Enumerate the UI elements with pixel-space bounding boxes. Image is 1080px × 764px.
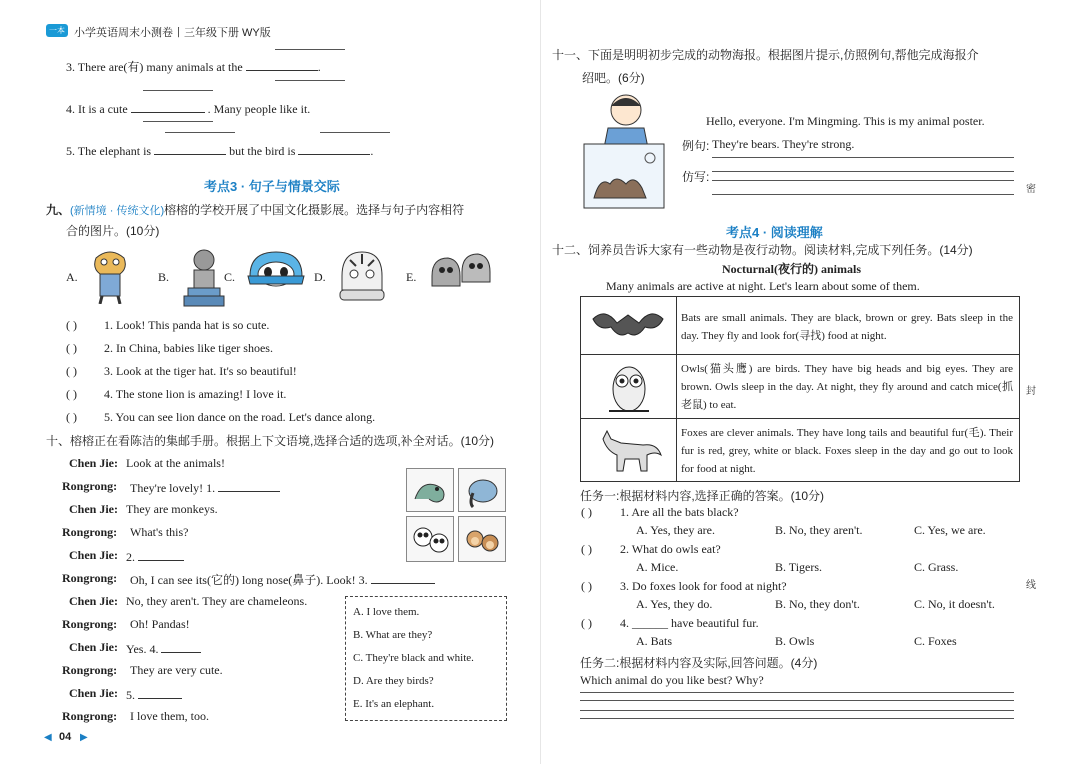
header-title: 小学英语周末小测卷丨三年级下册 WY版 [74,27,271,39]
q9-item-text: 2. In China, babies like tiger shoes. [104,341,273,355]
table-row: Foxes are clever animals. They have long tails and beautiful fur(毛). Their fur is red, grey, white or black. Foxes sleep in the day and go out to look for food at night. [581,418,1019,482]
q12-option-c: C. Grass. [914,560,959,574]
answer-bracket[interactable]: ( ) [581,505,592,519]
side-mark-mi: 密 [1026,184,1036,195]
answer-blank[interactable] [161,640,201,653]
q12-option-b: B. Owls [775,634,815,648]
q9-pic-letter: E. [406,270,417,284]
stone-lion-icon [180,246,228,312]
dialogue-speaker: Rongrong: [62,709,118,723]
q11-intro: Hello, everyone. I'm Mingming. This is my animal poster. [706,114,985,128]
owl-icon [581,355,677,419]
q12-option-b: B. Tigers. [775,560,823,574]
q10-instruction: 十、榕榕正在看陈洁的集邮手册。根据上下文语境,选择合适的选项,补全对话。(10分) [46,434,495,448]
q10-option-d: D. Are they birds? [353,675,434,687]
page-divider [540,0,541,764]
prev-page-icon[interactable]: ◀ [44,732,52,743]
q12-question-text: 1. Are all the bats black? [620,505,739,519]
nocturnal-table [580,296,1020,482]
q12-title: Nocturnal(夜行的) animals [722,262,861,276]
tiger-shoes-icon [428,246,494,296]
fill-line-4: 4. It is a cute . Many people like it. [66,102,311,116]
q9-pic-letter: A. [66,270,78,284]
answer-bracket[interactable]: ( ) [66,387,77,401]
q12-option-b: B. No, they don't. [775,597,860,611]
dialogue-speaker: Rongrong: [62,525,118,539]
answer-bracket[interactable]: ( ) [581,616,592,630]
dialogue-line: 5. [126,686,182,703]
mingming-poster-icon [580,88,670,213]
q12-task1: 任务一:根据材料内容,选择正确的答案。(10分) [580,489,825,503]
dialogue-line: Oh, I can see its(它的) long nose(鼻子). Look! 3. [130,571,435,588]
q12-option-c: C. Yes, we are. [914,523,986,537]
side-mark-xian: 线 [1026,580,1036,591]
q10-option-a: A. I love them. [353,606,420,618]
dialogue-line: 2. [126,548,184,565]
dialogue-speaker: Chen Jie: [69,548,118,562]
answer-blank[interactable] [371,571,435,584]
q12-question-text: 4. ______ have beautiful fur. [620,616,759,630]
dialogue-speaker: Rongrong: [62,663,118,677]
answer-bracket[interactable]: ( ) [581,542,592,556]
q10-option-e: E. It's an elephant. [353,698,435,710]
q10-option-b: B. What are they? [353,629,433,641]
q11-example: They're bears. They're strong. [712,137,855,151]
q12-option-a: A. Mice. [636,560,679,574]
bat-icon [581,297,677,354]
chameleon-stamp-icon [406,468,454,512]
dialogue-speaker: Rongrong: [62,479,118,493]
answer-bracket[interactable]: ( ) [66,364,77,378]
q12-task2-question: Which animal do you like best? Why? [580,673,764,687]
q9-pic-letter: B. [158,270,170,284]
dialogue-line: I love them, too. [130,709,209,723]
next-page-icon[interactable]: ▶ [80,732,88,743]
q12-instruction: 十二、饲养员告诉大家有一些动物是夜行动物。阅读材料,完成下列任务。(14分) [552,243,973,257]
dialogue-speaker: Rongrong: [62,571,118,585]
panda-hat-icon [246,246,306,298]
q9-instruction-cont: 合的图片。(10分) [66,224,160,238]
fox-icon [581,419,677,481]
dialogue-line: They are monkeys. [126,502,218,516]
brand-logo: 一本 [46,24,68,37]
fill-line-3: 3. There are(有) many animals at the . [66,60,321,74]
side-mark-feng: 封 [1026,386,1036,397]
q9-pic-letter: D. [314,270,326,284]
dialogue-line: They are very cute. [130,663,223,677]
elephant-stamp-icon [458,468,506,512]
answer-bracket[interactable]: ( ) [66,318,77,332]
q11-instruction: 十一、下面是明明初步完成的动物海报。根据图片提示,仿照例句,帮他完成海报介 [552,48,979,62]
tiger-hat-icon [336,246,388,308]
dialogue-speaker: Chen Jie: [69,686,118,700]
answer-blank[interactable] [138,548,184,561]
q10-options-box [345,596,507,721]
dialogue-speaker: Chen Jie: [69,640,118,654]
q12-option-c: C. No, it doesn't. [914,597,995,611]
dialogue-speaker: Chen Jie: [69,502,118,516]
dialogue-speaker: Chen Jie: [69,594,118,608]
q11-example-label: 例句: [682,139,710,153]
answer-bracket[interactable]: ( ) [66,341,77,355]
answer-bracket[interactable]: ( ) [66,410,77,424]
lion-dance-icon [88,246,132,308]
dialogue-line: Look at the animals! [126,456,225,470]
q9-item-text: 3. Look at the tiger hat. It's so beautiful! [104,364,297,378]
fill-line-5: 5. The elephant is but the bird is . [66,144,374,158]
q11-imitate-label: 仿写: [682,170,710,184]
dialogue-speaker: Chen Jie: [69,456,118,470]
dialogue-line: They're lovely! 1. [130,479,280,496]
q12-option-a: A. Yes, they do. [636,597,713,611]
q9-item-text: 4. The stone lion is amazing! I love it. [104,387,287,401]
q12-option-c: C. Foxes [914,634,957,648]
answer-bracket[interactable]: ( ) [581,579,592,593]
q11-instruction-cont: 绍吧。(6分) [582,71,645,85]
table-row: Owls(猫头鹰) are birds. They have big heads and big eyes. They are brown. Owls sleep in the day. At night, they fly around and catch mice(抓老鼠) to eat. [581,354,1019,419]
section-3-title: 考点3 · 句子与情景交际 [204,179,340,194]
q9-instruction: 九、(新情境 · 传统文化)榕榕的学校开展了中国文化摄影展。选择与句子内容相符 [46,203,465,217]
dialogue-speaker: Rongrong: [62,617,118,631]
q12-option-a: A. Bats [636,634,672,648]
q9-item-text: 5. You can see lion dance on the road. Let's dance along. [104,410,376,424]
dialogue-line: No, they aren't. They are chameleons. [126,594,308,608]
q12-option-a: A. Yes, they are. [636,523,715,537]
section-4-title: 考点4 · 阅读理解 [726,225,823,240]
q9-item-text: 1. Look! This panda hat is so cute. [104,318,270,332]
q12-question-text: 2. What do owls eat? [620,542,721,556]
q12-intro: Many animals are active at night. Let's learn about some of them. [606,279,920,293]
dialogue-line: What's this? [130,525,189,539]
dialogue-line: Oh! Pandas! [130,617,190,631]
panda-stamp-icon [406,516,454,562]
dialogue-line: Yes. 4. [126,640,201,657]
q10-option-c: C. They're black and white. [353,652,474,664]
answer-blank[interactable] [218,479,280,492]
q9-pic-letter: C. [224,270,236,284]
q12-task2: 任务二:根据材料内容及实际,回答问题。(4分) [580,656,818,670]
q12-option-b: B. No, they aren't. [775,523,863,537]
table-row: Bats are small animals. They are black, brown or grey. Bats sleep in the day. They fly and look for(寻找) food at night. [581,297,1019,354]
page-number: 04 [59,731,72,743]
q12-question-text: 3. Do foxes look for food at night? [620,579,787,593]
monkey-stamp-icon [458,516,506,562]
answer-blank[interactable] [138,686,182,699]
